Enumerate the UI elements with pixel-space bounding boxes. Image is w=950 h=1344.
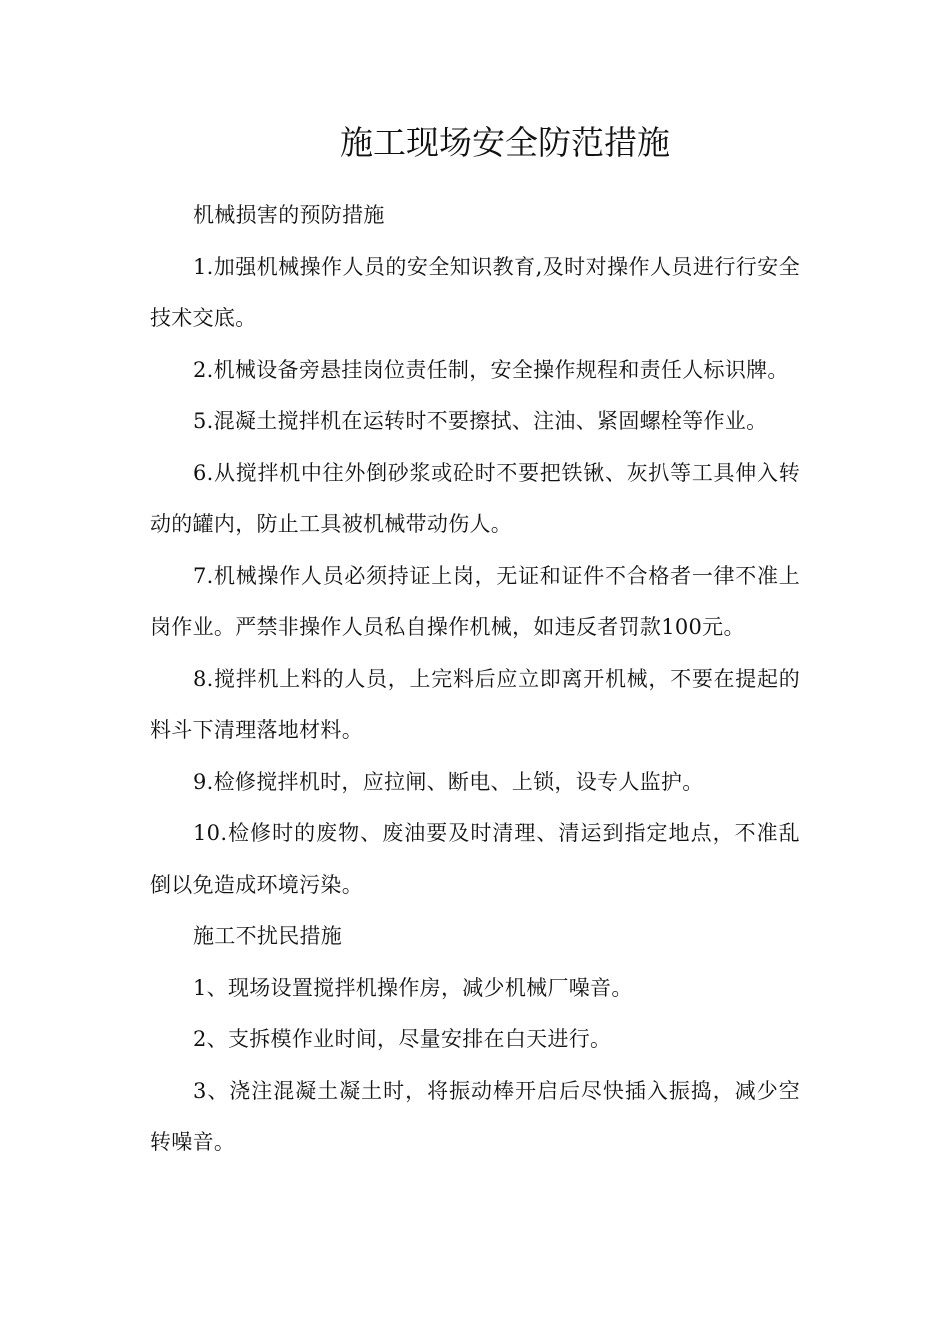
section-heading-machinery: 机械损害的预防措施 [193,203,385,227]
paragraph-item-7: 7.机械操作人员必须持证上岗，无证和证件不合格者一律不准上岗作业。严禁非操作人员私自操作机械，如违反者罚款100元。 [150,563,800,639]
paragraph-item-2: 2.机械设备旁悬挂岗位责任制，安全操作规程和责任人标识牌。 [193,357,789,382]
section-heading-noise: 施工不扰民措施 [193,924,343,948]
noise-item-3: 3、浇注混凝土凝土时，将振动棒开启后尽快插入振捣，减少空转噪音。 [150,1078,800,1154]
paragraph-item-1: 1.加强机械操作人员的安全知识教育,及时对操作人员进行行安全技术交底。 [150,254,800,330]
paragraph-item-9: 9.检修搅拌机时，应拉闸、断电、上锁，设专人监护。 [193,769,704,794]
document-body [150,190,800,1169]
document-title: 施工现场安全防范措施 [340,123,670,162]
paragraph-item-6: 6.从搅拌机中往外倒砂浆或砼时不要把铁锹、灰扒等工具伸入转动的罐内，防止工具被机械带动伤人。 [150,460,800,536]
paragraph-item-10: 10.检修时的废物、废油要及时清理、清运到指定地点，不准乱倒以免造成环境污染。 [150,821,800,897]
noise-item-2: 2、支拆模作业时间，尽量安排在白天进行。 [193,1027,612,1051]
noise-item-1: 1、现场设置搅拌机操作房，减少机械厂噪音。 [193,975,633,1000]
paragraph-item-5: 5.混凝土搅拌机在运转时不要擦拭、注油、紧固螺栓等作业。 [193,409,768,433]
paragraph-item-8: 8.搅拌机上料的人员，上完料后应立即离开机械，不要在提起的料斗下清理落地材料。 [150,666,800,742]
